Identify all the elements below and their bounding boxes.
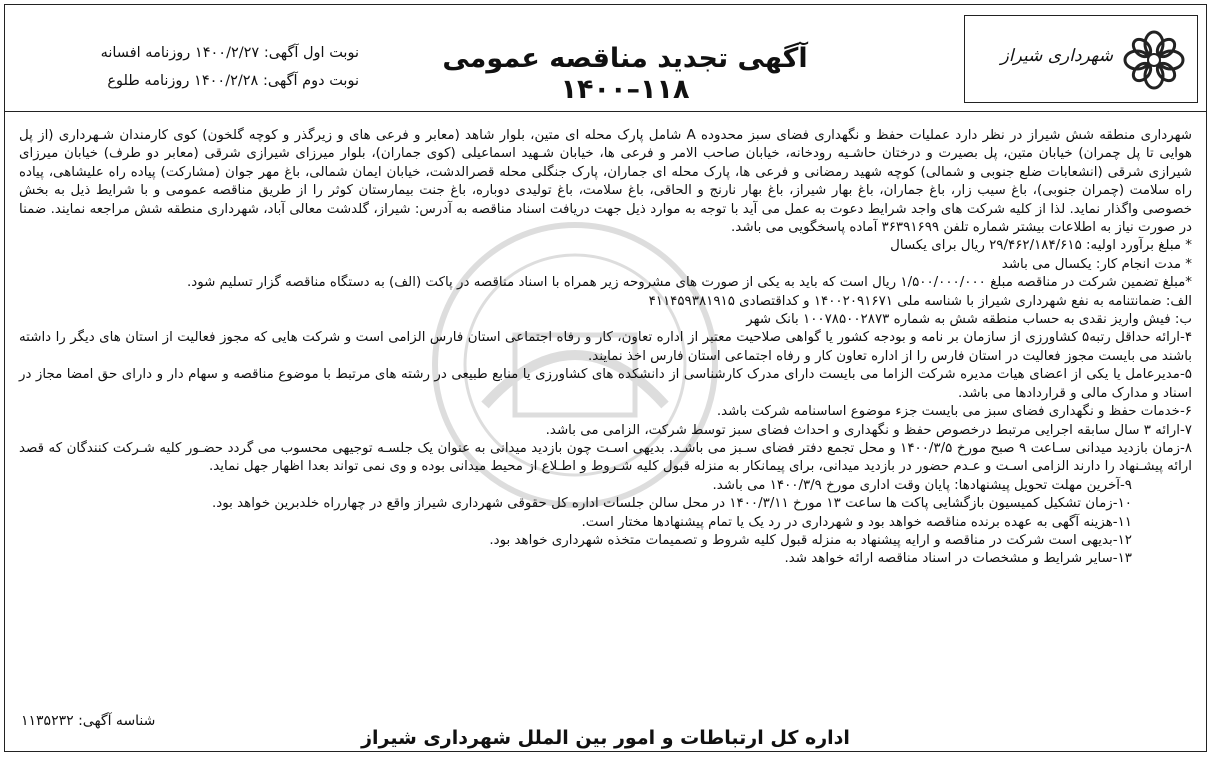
- flower-logo-icon: [1123, 30, 1185, 90]
- list-item: ب: فیش واریز نقدی به حساب منطقه شش به شماره ۱۰۰۷۸۵۰۰۲۸۷۳ بانک شهر: [746, 312, 1192, 328]
- notice-header: [5, 5, 1206, 112]
- logo-text: شهرداری شیراز: [1000, 46, 1113, 66]
- list-item: ۸-زمان بازدید میدانی سـاعت ۹ صبح مورخ ۱۴۰۰/۳/۵ و محل تجمع دفتر فضای سـبز می باشـد. بدیهی اسـت چون بازدید میدانی به عنوان یک جلسـه توجیهی محسوب می گردد حضـور کلیه شـرکت کنندگان که قصد ارائه پیشـنهاد را دارند الزامی اسـت و عـدم حضور در بازدید میدانی، برای پیمانکار به منزله قبول کلیه شـروط و اطـلاع از محیط میدانی بوده و وی نمی تواند بعدا اظهار جهل نماید.: [19, 440, 1192, 475]
- list-item: * مبلغ برآورد اولیه: ۲۹/۴۶۲/۱۸۴/۶۱۵ ریال برای یکسال: [890, 238, 1192, 254]
- list-item: ۹-آخرین مهلت تحویل پیشنهادها: پایان وقت اداری مورخ ۱۴۰۰/۳/۹ می باشد.: [712, 477, 1132, 493]
- conditions-list: [19, 237, 1192, 568]
- notice-title: آگهی تجدید مناقصه عمومی ۱۱۸–۱۴۰۰: [442, 43, 808, 105]
- list-item: ۶-خدمات حفظ و نگهداری فضای سبز می بایست جزء موضوع اساسنامه شرکت باشد.: [716, 404, 1192, 420]
- list-item: * مدت انجام کار: یکسال می باشد: [1001, 256, 1192, 272]
- intro-paragraph: شهرداری منطقه شش شیراز در نظر دارد عملیات حفظ و نگهداری فضای سبز محدوده A شامل پارک محله ای متین، بلوار شاهد (معابر و فرعی های و زیرگذر و کوچه گلخون) کوی کارمندان شـهرداری (از پل هوایی تا پل چمران) خیابان متین، پل بصیرت و درختان حاشـیه رودخانه، خیابان صاحب الامر و فرعی ها، خیابان شـهید اسماعیلی (کوی جماران)، بلوار میرزای شیرازی شرقی (معابر دو طرف) خیابان میرزای شیرازی شرقی (انشعابات ضلع جنوبی و شمالی) کوچه شهید رمضانی و فرعی ها، پارک محله ای جماران، پارک جنگلی محله قصرالدشت، خیابان ایمان شمالی، باغ مهر جوان (مشارکت) پیاده راه علیشاهی، پیاده راه سلامت (چمران جنوبی)، باغ سیب زار، باغ جماران، باغ بهار شیراز، باغ بهار نارنج و الحاقی، باغ سلامت، باغ تولیدی دوباره، باغ جنت بیمارستان کوثر را از طریق مناقصه عمومی و با شرایط ذیل به بخش خصوصی واگذار نماید. لذا از کلیه شرکت های واجد شرایط دعوت به عمل می آید با توجه به موارد ذیل جهت دریافت اسناد مناقصه به آدرس: شیراز، گلدشت معالی آباد، شهرداری منطقه شش مراجعه نمایند. ضمنا در صورت نیاز به اطلاعات بیشتر شماره تلفن ۳۶۳۹۱۶۹۹ آماده پاسخگویی می باشد.: [19, 128, 1192, 236]
- list-item: ۱۳-سایر شرایط و مشخصات در اسناد مناقصه ارائه خواهد شد.: [784, 551, 1132, 567]
- list-item: *مبلغ تضمین شرکت در مناقصه مبلغ ۱/۵۰۰/۰۰۰/۰۰۰ ریال است که باید به یکی از صورت های مشروحه زیر همراه با اسناد مناقصه در پاکت (الف) به دستگاه مناقصه گزار تسلیم شود.: [187, 275, 1192, 291]
- notice-body: [19, 127, 1192, 569]
- publication-second: نوبت دوم آگهی: ۱۴۰۰/۲/۲۸ روزنامه طلوع: [107, 73, 359, 89]
- footer-signature: اداره کل ارتباطات و امور بین الملل شهرداری شیراز: [361, 727, 850, 749]
- list-item: ۱۱-هزینه آگهی به عهده برنده مناقصه خواهد بود و شهرداری در رد یک یا تمام پیشنهادها مختار است.: [581, 514, 1132, 530]
- list-item: ۷-ارائه ۳ سال سابقه اجرایی مرتبط درخصوص حفظ و نگهداری و احداث فضای سبز توسط شرکت، الزامی می باشد.: [545, 422, 1192, 438]
- tender-notice: [4, 4, 1207, 752]
- list-item: ۵-مدیرعامل یا یکی از اعضای هیات مدیره شرکت الزاما می بایست دارای مدرک کارشناسی از دانشکده های کشاورزی یا منابع طبیعی در رشته های مرتبط با موضوع مناقصه و سهام دار و دارای حق امضا مجاز در اسناد و مدارک مالی و قراردادها می باشد.: [19, 367, 1192, 401]
- list-item: ۱۰-زمان تشکیل کمیسیون بازگشایی پاکت ها ساعت ۱۳ مورخ ۱۴۰۰/۳/۱۱ در محل سالن جلسات اداره کل حقوقی شهرداری شیراز واقع در چهارراه خلدبرین خواهد بود.: [212, 496, 1132, 512]
- publication-first: نوبت اول آگهی: ۱۴۰۰/۲/۲۷ روزنامه افسانه: [100, 45, 359, 61]
- list-item: الف: ضمانتنامه به نفع شهرداری شیراز با شناسه ملی ۱۴۰۰۲۰۹۱۶۷۱ و کداقتصادی ۴۱۱۴۵۹۳۸۱۹۱۵: [648, 293, 1192, 309]
- municipality-logo-box: [964, 15, 1198, 103]
- list-item: ۴-ارائه حداقل رتبه۵ کشاورزی از سازمان بر نامه و بودجه کشور یا گواهی صلاحیت معتبر از اداره تعاون، کار و رفاه اجتماعی استان فارس الزامی است و شرکت هایی که مجوز فعالیت از استان های دیگر را داشته باشند می بایست مجوز فعالیت در استان فارس را از اداره تعاون کار و رفاه اجتماعی استان فارس اخذ نمایند.: [19, 330, 1193, 364]
- ad-id: شناسه آگهی: ۱۱۳۵۲۳۲: [21, 713, 156, 729]
- list-item: ۱۲-بدیهی است شرکت در مناقصه و ارایه پیشنهاد به منزله قبول کلیه شروط و تصمیمات متخذه شهرداری خواهد بود.: [489, 532, 1132, 548]
